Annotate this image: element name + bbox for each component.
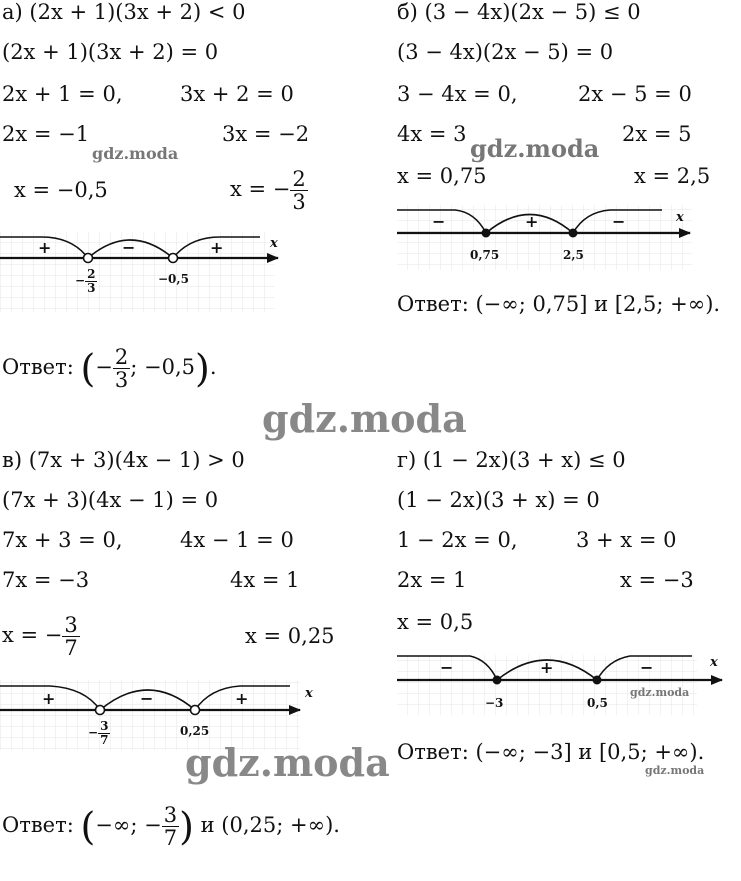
sign-label: − xyxy=(122,238,136,257)
problem-c-answer-label: Ответ: xyxy=(2,813,74,837)
problem-b-root2: x = 2,5 xyxy=(634,164,711,188)
paren-right: ) xyxy=(195,346,210,391)
paren-left: ( xyxy=(80,804,96,849)
problem-c-answer-interval1: −∞; − xyxy=(95,813,162,837)
sign-label: + xyxy=(540,658,554,677)
problem-d-step1-left: 1 − 2x = 0, xyxy=(397,528,518,552)
point-label: 0,5 xyxy=(587,696,608,710)
problem-a-equation: (2x + 1)(3x + 2) = 0 xyxy=(2,40,219,64)
problem-a-answer-end: . xyxy=(209,355,217,379)
closed-point xyxy=(569,229,578,238)
watermark: gdz.moda xyxy=(92,144,179,163)
point-label-minus: − xyxy=(75,273,86,288)
point-label-numerator: 3 xyxy=(100,719,109,733)
problem-a-root2-numerator: 2 xyxy=(292,166,306,191)
problem-b-root1: x = 0,75 xyxy=(397,164,487,188)
watermark: gdz.moda xyxy=(185,740,390,785)
open-point xyxy=(191,706,200,715)
problem-d-step1-right: 3 + x = 0 xyxy=(576,528,677,552)
problem-b-title: б) (3 − 4x)(2x − 5) ≤ 0 xyxy=(397,0,641,24)
sign-label: − xyxy=(440,658,454,677)
problem-a-answer-minus: − xyxy=(95,355,113,379)
problem-c-root1-denominator: 7 xyxy=(64,636,78,660)
problem-b-step1-right: 2x − 5 = 0 xyxy=(578,82,692,106)
closed-point xyxy=(482,229,491,238)
problem-a-step2-left: 2x = −1 xyxy=(2,122,90,146)
problem-a-answer-denominator: 3 xyxy=(114,368,129,392)
problem-a-answer-rest: ; −0,5 xyxy=(130,355,196,379)
problem-c-step2-right: 4x = 1 xyxy=(230,568,300,592)
problem-c-step2-left: 7x = −3 xyxy=(2,568,90,592)
point-label-denominator: 7 xyxy=(100,732,109,747)
closed-point xyxy=(493,676,502,685)
point-label xyxy=(88,720,110,746)
problem-a-root2-prefix: x = − xyxy=(230,177,291,201)
problem-b-equation: (3 − 4x)(2x − 5) = 0 xyxy=(397,40,614,64)
problem-c-title: в) (7x + 3)(4x − 1) > 0 xyxy=(2,448,245,472)
sign-label: − xyxy=(612,212,626,231)
problem-c-root1-prefix: x = − xyxy=(2,623,63,647)
point-label: 0,75 xyxy=(470,248,500,262)
problem-a-answer-label: Ответ: xyxy=(2,355,74,379)
axis-variable-label: x xyxy=(270,236,278,251)
sign-label: + xyxy=(525,212,539,231)
problem-c-step1-left: 7x + 3 = 0, xyxy=(2,528,123,552)
problem-a-root1: x = −0,5 xyxy=(14,178,108,202)
problem-a-step2-right: 3x = −2 xyxy=(222,122,310,146)
point-label-minus: − xyxy=(88,725,99,740)
problem-a-step1-right: 3x + 2 = 0 xyxy=(180,82,294,106)
sign-label: − xyxy=(640,658,654,677)
point-label: −0,5 xyxy=(158,272,189,286)
problem-b-step2-right: 2x = 5 xyxy=(622,122,692,146)
sign-label: + xyxy=(235,689,249,708)
watermark: gdz.moda xyxy=(262,396,467,441)
problem-c-answer-interval2: и (0,25; +∞). xyxy=(193,813,340,837)
problem-c-answer-numerator: 3 xyxy=(163,802,178,827)
problem-c-step1-right: 4x − 1 = 0 xyxy=(180,528,294,552)
point-label: 2,5 xyxy=(563,248,584,262)
point-label: −3 xyxy=(485,696,504,710)
problem-b-step1-left: 3 − 4x = 0, xyxy=(397,82,518,106)
paren-right: ) xyxy=(179,804,194,849)
open-point xyxy=(96,706,105,715)
problem-c-root2: x = 0,25 xyxy=(245,624,335,648)
problem-d-title: г) (1 − 2x)(3 + x) ≤ 0 xyxy=(397,448,626,472)
point-label-numerator: 2 xyxy=(87,267,96,281)
axis-variable-label: x xyxy=(710,655,718,670)
watermark: gdz.moda xyxy=(645,764,705,777)
problem-a-answer-numerator: 2 xyxy=(114,344,129,369)
problem-b-step2-left: 4x = 3 xyxy=(397,122,467,146)
sign-label: − xyxy=(432,212,446,231)
problem-d-answer: Ответ: (−∞; −3] и [0,5; +∞). xyxy=(397,740,705,764)
problem-d-step2-right: x = −3 xyxy=(620,568,694,592)
axis-variable-label: x xyxy=(676,210,684,225)
point-label: 0,25 xyxy=(180,724,210,738)
problem-d-root: x = 0,5 xyxy=(397,610,474,634)
problem-a-title: а) (2x + 1)(3x + 2) < 0 xyxy=(2,0,246,24)
point-label-denominator: 3 xyxy=(87,280,96,295)
problem-b-answer: Ответ: (−∞; 0,75] и [2,5; +∞). xyxy=(397,292,721,316)
problem-c-answer-denominator: 7 xyxy=(163,826,178,850)
point-label xyxy=(75,268,97,294)
sign-label: + xyxy=(210,238,224,257)
problem-c-root1-numerator: 3 xyxy=(64,612,78,637)
open-point xyxy=(169,254,178,263)
watermark: gdz.moda xyxy=(470,134,600,163)
problem-c-equation: (7x + 3)(4x − 1) = 0 xyxy=(2,488,219,512)
watermark: gdz.moda xyxy=(630,686,690,699)
sign-label: + xyxy=(38,238,52,257)
paren-left: ( xyxy=(80,346,96,391)
problem-a-step1-left: 2x + 1 = 0, xyxy=(2,82,123,106)
sign-label: − xyxy=(140,689,154,708)
problem-d-equation: (1 − 2x)(3 + x) = 0 xyxy=(397,488,600,512)
problem-d-step2-left: 2x = 1 xyxy=(397,568,467,592)
open-point xyxy=(84,254,93,263)
axis-variable-label: x xyxy=(305,686,313,701)
closed-point xyxy=(593,676,602,685)
problem-a-root2-denominator: 3 xyxy=(292,190,306,214)
sign-label: + xyxy=(42,689,56,708)
